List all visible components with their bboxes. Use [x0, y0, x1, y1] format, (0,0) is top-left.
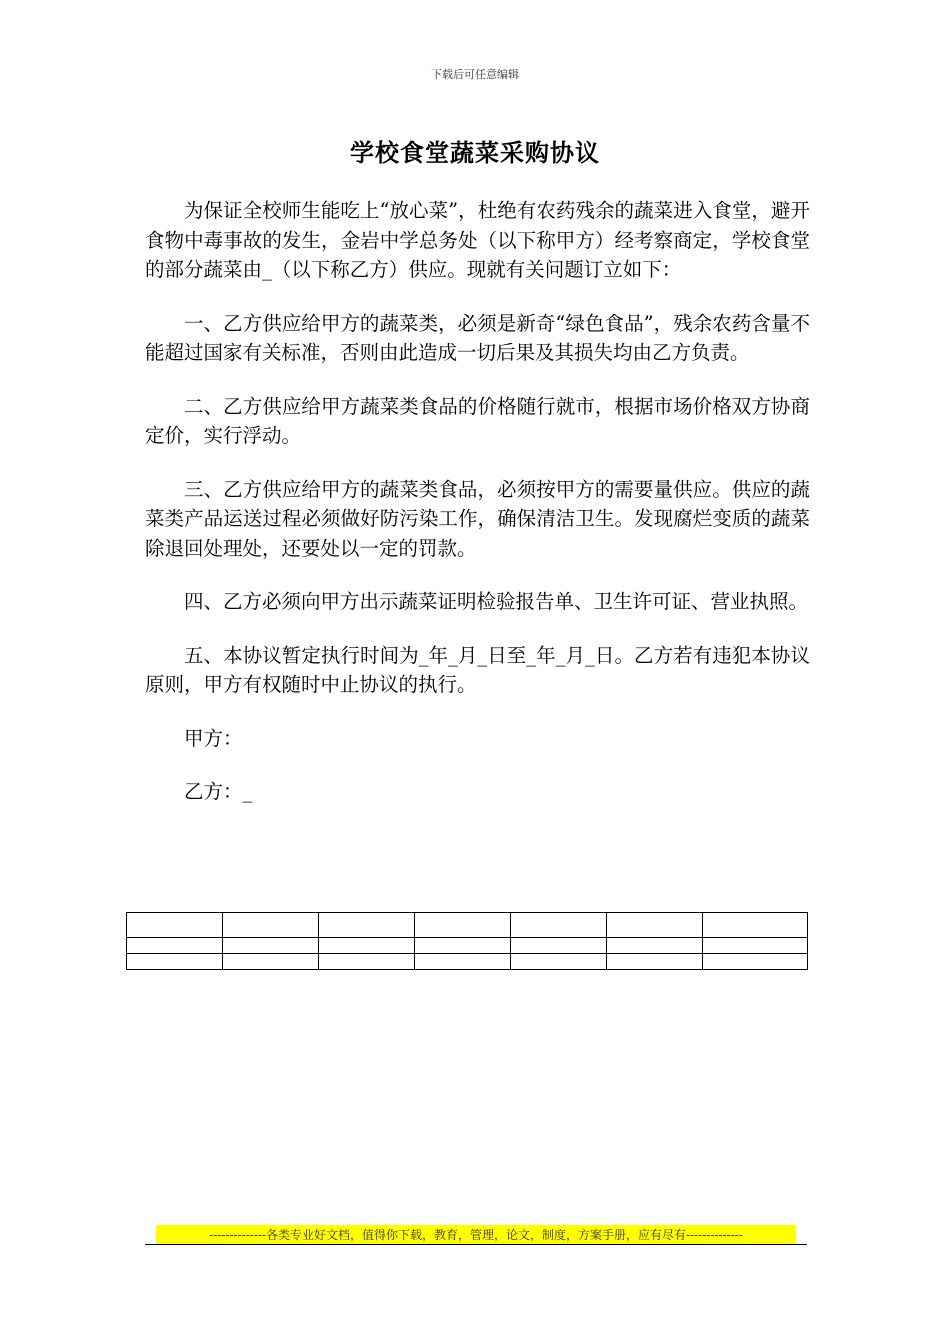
- table-cell: [703, 913, 808, 938]
- table-cell: [511, 913, 607, 938]
- table-cell: [415, 913, 511, 938]
- table-row: [127, 913, 808, 938]
- table-cell: [127, 913, 223, 938]
- table-cell: [319, 938, 415, 954]
- table-cell: [415, 954, 511, 970]
- clause-3: 三、乙方供应给甲方的蔬菜类食品，必须按甲方的需要量供应。供应的蔬菜类产品运送过程必须做好防污染工作，确保清洁卫生。发现腐烂变质的蔬菜除退回处理处，还要处以一定的罚款。: [145, 477, 810, 560]
- agreement-body: [145, 196, 810, 831]
- table-cell: [319, 954, 415, 970]
- table-cell: [415, 938, 511, 954]
- clause-4: 四、乙方必须向甲方出示蔬菜证明检验报告单、卫生许可证、营业执照。: [184, 590, 809, 613]
- party-a-signature: 甲方：: [184, 726, 243, 750]
- table-cell: [703, 938, 808, 954]
- table-cell: [703, 954, 808, 970]
- table-cell: [127, 938, 223, 954]
- table-cell: [607, 938, 703, 954]
- clause-5: 五、本协议暂定执行时间为_年_月_日至_年_月_日。乙方若有违犯本协议原则，甲方有权随时中止协议的执行。: [145, 643, 810, 696]
- party-b-signature: 乙方：_: [184, 780, 253, 803]
- document-title: 学校食堂蔬菜采购协议: [350, 138, 600, 167]
- clause-1: 一、乙方供应给甲方的蔬菜类，必须是新奇“绿色食品”，残余农药含量不能超过国家有关标准，否则由此造成一切后果及其损失均由乙方负责。: [145, 311, 810, 364]
- table-row: [127, 938, 808, 954]
- empty-table: [126, 912, 808, 970]
- table-cell: [607, 954, 703, 970]
- table-cell: [511, 954, 607, 970]
- intro-paragraph: 为保证全校师生能吃上“放心菜”，杜绝有农药残余的蔬菜进入食堂，避开食物中毒事故的发生，金岩中学总务处（以下称甲方）经考察商定，学校食堂的部分蔬菜由_（以下称乙方）供应。现就有关问题订立如下：: [145, 199, 810, 281]
- table-cell: [223, 954, 319, 970]
- table-cell: [319, 913, 415, 938]
- table-cell: [607, 913, 703, 938]
- table-cell: [223, 913, 319, 938]
- clause-2: 二、乙方供应给甲方蔬菜类食品的价格随行就市，根据市场价格双方协商定价，实行浮动。: [145, 394, 810, 447]
- footer-divider: [145, 1244, 807, 1245]
- table-row: [127, 954, 808, 970]
- header-note: 下载后可任意编辑: [431, 68, 519, 81]
- footer-banner: --------------各类专业好文档，值得你下载，教育，管理，论文，制度，方案手册，应有尽有--------------: [156, 1225, 796, 1244]
- table-cell: [511, 938, 607, 954]
- table-cell: [223, 938, 319, 954]
- table-cell: [127, 954, 223, 970]
